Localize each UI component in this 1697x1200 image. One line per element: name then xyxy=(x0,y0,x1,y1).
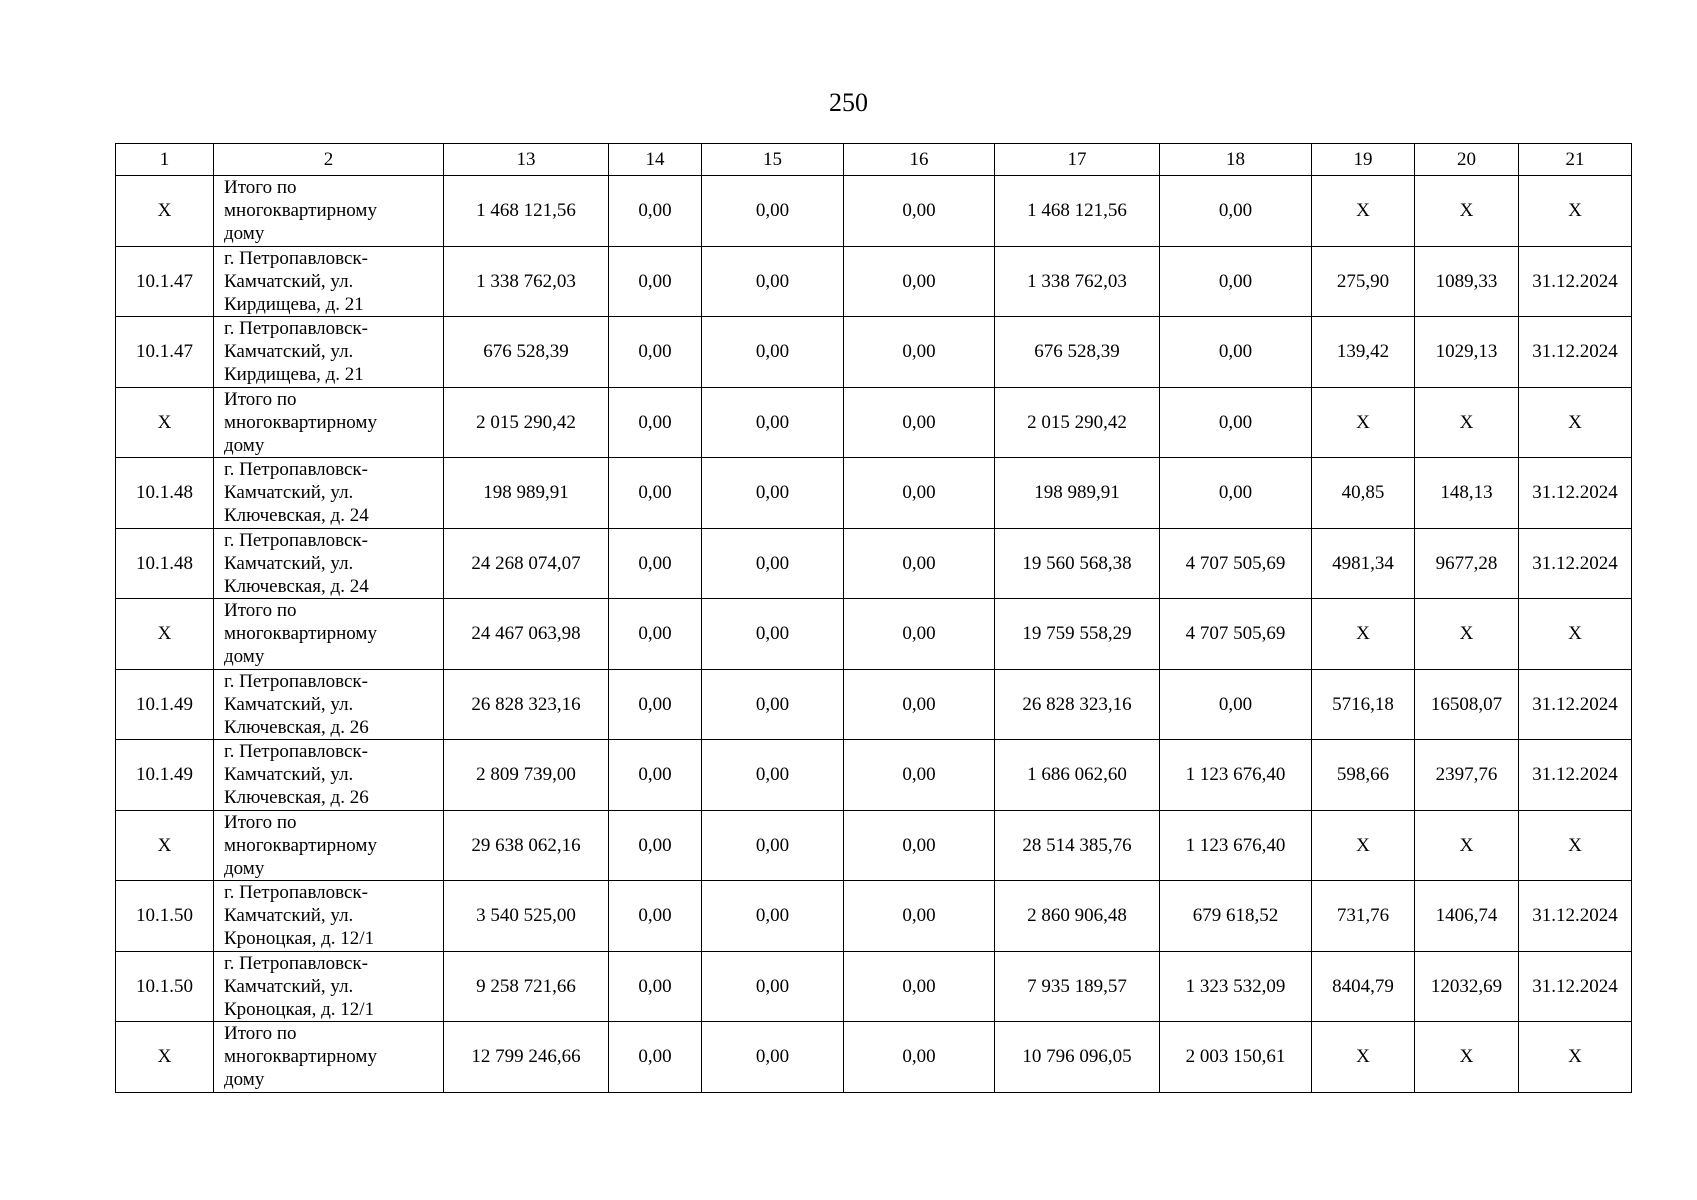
column-header: 21 xyxy=(1519,144,1632,176)
address-cell xyxy=(214,176,444,247)
col16-cell: 0,00 xyxy=(844,669,995,740)
col14-cell: 0,00 xyxy=(609,317,702,388)
address-cell xyxy=(214,458,444,529)
col21-cell: X xyxy=(1519,810,1632,881)
col19-cell: X xyxy=(1312,387,1415,458)
address-text: Итого по многоквартирному дому xyxy=(224,600,377,668)
col14-cell: 0,00 xyxy=(609,881,702,952)
address-cell xyxy=(214,599,444,670)
col18-cell: 0,00 xyxy=(1160,669,1312,740)
address-text: Итого по многоквартирному дому xyxy=(224,1023,377,1091)
table-row xyxy=(116,599,1632,670)
table-row xyxy=(116,317,1632,388)
table-row xyxy=(116,740,1632,811)
col13-cell: 3 540 525,00 xyxy=(444,881,609,952)
address-text: г. Петропавловск- Камчатский, ул. Ключевская, д. 26 xyxy=(224,741,369,809)
table-body xyxy=(116,176,1632,1093)
col16-cell: 0,00 xyxy=(844,810,995,881)
col19-cell: 4981,34 xyxy=(1312,528,1415,599)
row-number-cell: X xyxy=(116,599,214,670)
address-text: г. Петропавловск- Камчатский, ул. Кроноцкая, д. 12/1 xyxy=(224,882,375,950)
col15-cell: 0,00 xyxy=(702,740,844,811)
col13-cell: 24 467 063,98 xyxy=(444,599,609,670)
address-cell xyxy=(214,317,444,388)
col14-cell: 0,00 xyxy=(609,740,702,811)
col14-cell: 0,00 xyxy=(609,810,702,881)
col20-cell: 148,13 xyxy=(1415,458,1519,529)
column-header: 13 xyxy=(444,144,609,176)
row-number-cell: X xyxy=(116,1022,214,1093)
col16-cell: 0,00 xyxy=(844,317,995,388)
column-header: 15 xyxy=(702,144,844,176)
col17-cell: 26 828 323,16 xyxy=(995,669,1160,740)
col16-cell: 0,00 xyxy=(844,528,995,599)
col13-cell: 29 638 062,16 xyxy=(444,810,609,881)
col13-cell: 12 799 246,66 xyxy=(444,1022,609,1093)
column-header: 19 xyxy=(1312,144,1415,176)
col20-cell: 1089,33 xyxy=(1415,246,1519,317)
col15-cell: 0,00 xyxy=(702,176,844,247)
col21-cell: X xyxy=(1519,1022,1632,1093)
address-cell xyxy=(214,387,444,458)
col17-cell: 676 528,39 xyxy=(995,317,1160,388)
table-row xyxy=(116,176,1632,247)
col20-cell: 2397,76 xyxy=(1415,740,1519,811)
column-header: 2 xyxy=(214,144,444,176)
table-row xyxy=(116,387,1632,458)
row-number-cell: 10.1.50 xyxy=(116,881,214,952)
col16-cell: 0,00 xyxy=(844,176,995,247)
col19-cell: 139,42 xyxy=(1312,317,1415,388)
col17-cell: 7 935 189,57 xyxy=(995,951,1160,1022)
col20-cell: X xyxy=(1415,810,1519,881)
col17-cell: 1 338 762,03 xyxy=(995,246,1160,317)
col13-cell: 2 015 290,42 xyxy=(444,387,609,458)
col18-cell: 4 707 505,69 xyxy=(1160,528,1312,599)
col20-cell: 1029,13 xyxy=(1415,317,1519,388)
col21-cell: 31.12.2024 xyxy=(1519,528,1632,599)
address-cell xyxy=(214,740,444,811)
col17-cell: 19 759 558,29 xyxy=(995,599,1160,670)
col18-cell: 0,00 xyxy=(1160,387,1312,458)
col21-cell: X xyxy=(1519,387,1632,458)
table-row xyxy=(116,458,1632,529)
col13-cell: 24 268 074,07 xyxy=(444,528,609,599)
col13-cell: 676 528,39 xyxy=(444,317,609,388)
col19-cell: X xyxy=(1312,599,1415,670)
col16-cell: 0,00 xyxy=(844,951,995,1022)
address-text: Итого по многоквартирному дому xyxy=(224,811,377,879)
address-text: г. Петропавловск- Камчатский, ул. Ключевская, д. 24 xyxy=(224,529,369,597)
table-header xyxy=(116,144,1632,176)
page-number: 250 xyxy=(829,88,868,117)
col14-cell: 0,00 xyxy=(609,458,702,529)
table-row xyxy=(116,246,1632,317)
address-cell xyxy=(214,951,444,1022)
col17-cell: 28 514 385,76 xyxy=(995,810,1160,881)
col19-cell: 8404,79 xyxy=(1312,951,1415,1022)
col17-cell: 10 796 096,05 xyxy=(995,1022,1160,1093)
address-cell xyxy=(214,881,444,952)
column-header: 1 xyxy=(116,144,214,176)
column-header: 17 xyxy=(995,144,1160,176)
address-cell xyxy=(214,528,444,599)
address-cell xyxy=(214,810,444,881)
col21-cell: 31.12.2024 xyxy=(1519,669,1632,740)
col18-cell: 1 323 532,09 xyxy=(1160,951,1312,1022)
col19-cell: X xyxy=(1312,1022,1415,1093)
col19-cell: 598,66 xyxy=(1312,740,1415,811)
col17-cell: 1 686 062,60 xyxy=(995,740,1160,811)
col20-cell: 12032,69 xyxy=(1415,951,1519,1022)
col13-cell: 1 468 121,56 xyxy=(444,176,609,247)
row-number-cell: X xyxy=(116,176,214,247)
table-row xyxy=(116,881,1632,952)
address-cell xyxy=(214,246,444,317)
col20-cell: X xyxy=(1415,387,1519,458)
col14-cell: 0,00 xyxy=(609,669,702,740)
col20-cell: X xyxy=(1415,599,1519,670)
col16-cell: 0,00 xyxy=(844,458,995,529)
row-number-cell: 10.1.47 xyxy=(116,317,214,388)
col13-cell: 1 338 762,03 xyxy=(444,246,609,317)
address-text: г. Петропавловск- Камчатский, ул. Ключевская, д. 26 xyxy=(224,670,369,738)
col18-cell: 4 707 505,69 xyxy=(1160,599,1312,670)
col13-cell: 9 258 721,66 xyxy=(444,951,609,1022)
col17-cell: 198 989,91 xyxy=(995,458,1160,529)
col15-cell: 0,00 xyxy=(702,246,844,317)
row-number-cell: 10.1.48 xyxy=(116,528,214,599)
col14-cell: 0,00 xyxy=(609,246,702,317)
col20-cell: X xyxy=(1415,176,1519,247)
col20-cell: X xyxy=(1415,1022,1519,1093)
column-header: 20 xyxy=(1415,144,1519,176)
col15-cell: 0,00 xyxy=(702,599,844,670)
col20-cell: 1406,74 xyxy=(1415,881,1519,952)
row-number-cell: 10.1.49 xyxy=(116,740,214,811)
table-row xyxy=(116,1022,1632,1093)
col16-cell: 0,00 xyxy=(844,387,995,458)
col18-cell: 2 003 150,61 xyxy=(1160,1022,1312,1093)
column-header: 16 xyxy=(844,144,995,176)
col17-cell: 1 468 121,56 xyxy=(995,176,1160,247)
table-row xyxy=(116,669,1632,740)
col21-cell: 31.12.2024 xyxy=(1519,246,1632,317)
address-cell xyxy=(214,1022,444,1093)
col14-cell: 0,00 xyxy=(609,951,702,1022)
col16-cell: 0,00 xyxy=(844,881,995,952)
col16-cell: 0,00 xyxy=(844,1022,995,1093)
address-text: г. Петропавловск- Камчатский, ул. Ключевская, д. 24 xyxy=(224,459,369,527)
col20-cell: 9677,28 xyxy=(1415,528,1519,599)
col17-cell: 19 560 568,38 xyxy=(995,528,1160,599)
col14-cell: 0,00 xyxy=(609,599,702,670)
col13-cell: 26 828 323,16 xyxy=(444,669,609,740)
col18-cell: 1 123 676,40 xyxy=(1160,810,1312,881)
col18-cell: 0,00 xyxy=(1160,176,1312,247)
col15-cell: 0,00 xyxy=(702,951,844,1022)
col19-cell: 731,76 xyxy=(1312,881,1415,952)
col19-cell: 275,90 xyxy=(1312,246,1415,317)
col21-cell: 31.12.2024 xyxy=(1519,317,1632,388)
col13-cell: 2 809 739,00 xyxy=(444,740,609,811)
col13-cell: 198 989,91 xyxy=(444,458,609,529)
column-header: 18 xyxy=(1160,144,1312,176)
col15-cell: 0,00 xyxy=(702,1022,844,1093)
col19-cell: 40,85 xyxy=(1312,458,1415,529)
table-row xyxy=(116,810,1632,881)
column-header: 14 xyxy=(609,144,702,176)
col21-cell: 31.12.2024 xyxy=(1519,881,1632,952)
table-row xyxy=(116,528,1632,599)
col15-cell: 0,00 xyxy=(702,810,844,881)
col16-cell: 0,00 xyxy=(844,246,995,317)
col19-cell: X xyxy=(1312,176,1415,247)
col16-cell: 0,00 xyxy=(844,599,995,670)
col15-cell: 0,00 xyxy=(702,387,844,458)
col21-cell: 31.12.2024 xyxy=(1519,951,1632,1022)
col21-cell: 31.12.2024 xyxy=(1519,458,1632,529)
row-number-cell: 10.1.48 xyxy=(116,458,214,529)
address-cell xyxy=(214,669,444,740)
row-number-cell: X xyxy=(116,810,214,881)
row-number-cell: 10.1.47 xyxy=(116,246,214,317)
row-number-cell: 10.1.50 xyxy=(116,951,214,1022)
col18-cell: 1 123 676,40 xyxy=(1160,740,1312,811)
address-text: г. Петропавловск- Камчатский, ул. Кирдищева, д. 21 xyxy=(224,247,368,315)
col15-cell: 0,00 xyxy=(702,881,844,952)
col17-cell: 2 860 906,48 xyxy=(995,881,1160,952)
col21-cell: 31.12.2024 xyxy=(1519,740,1632,811)
col15-cell: 0,00 xyxy=(702,458,844,529)
col14-cell: 0,00 xyxy=(609,1022,702,1093)
col18-cell: 679 618,52 xyxy=(1160,881,1312,952)
row-number-cell: 10.1.49 xyxy=(116,669,214,740)
col19-cell: 5716,18 xyxy=(1312,669,1415,740)
col18-cell: 0,00 xyxy=(1160,317,1312,388)
col21-cell: X xyxy=(1519,599,1632,670)
address-text: г. Петропавловск- Камчатский, ул. Кроноцкая, д. 12/1 xyxy=(224,952,375,1020)
col15-cell: 0,00 xyxy=(702,669,844,740)
address-text: Итого по многоквартирному дому xyxy=(224,388,377,456)
header-row xyxy=(116,144,1632,176)
col17-cell: 2 015 290,42 xyxy=(995,387,1160,458)
col15-cell: 0,00 xyxy=(702,317,844,388)
col18-cell: 0,00 xyxy=(1160,458,1312,529)
col14-cell: 0,00 xyxy=(609,176,702,247)
col20-cell: 16508,07 xyxy=(1415,669,1519,740)
col14-cell: 0,00 xyxy=(609,387,702,458)
col14-cell: 0,00 xyxy=(609,528,702,599)
col15-cell: 0,00 xyxy=(702,528,844,599)
col19-cell: X xyxy=(1312,810,1415,881)
col16-cell: 0,00 xyxy=(844,740,995,811)
address-text: г. Петропавловск- Камчатский, ул. Кирдищева, д. 21 xyxy=(224,318,368,386)
row-number-cell: X xyxy=(116,387,214,458)
data-table xyxy=(115,143,1632,1093)
address-text: Итого по многоквартирному дому xyxy=(224,177,377,245)
table-row xyxy=(116,951,1632,1022)
col21-cell: X xyxy=(1519,176,1632,247)
col18-cell: 0,00 xyxy=(1160,246,1312,317)
